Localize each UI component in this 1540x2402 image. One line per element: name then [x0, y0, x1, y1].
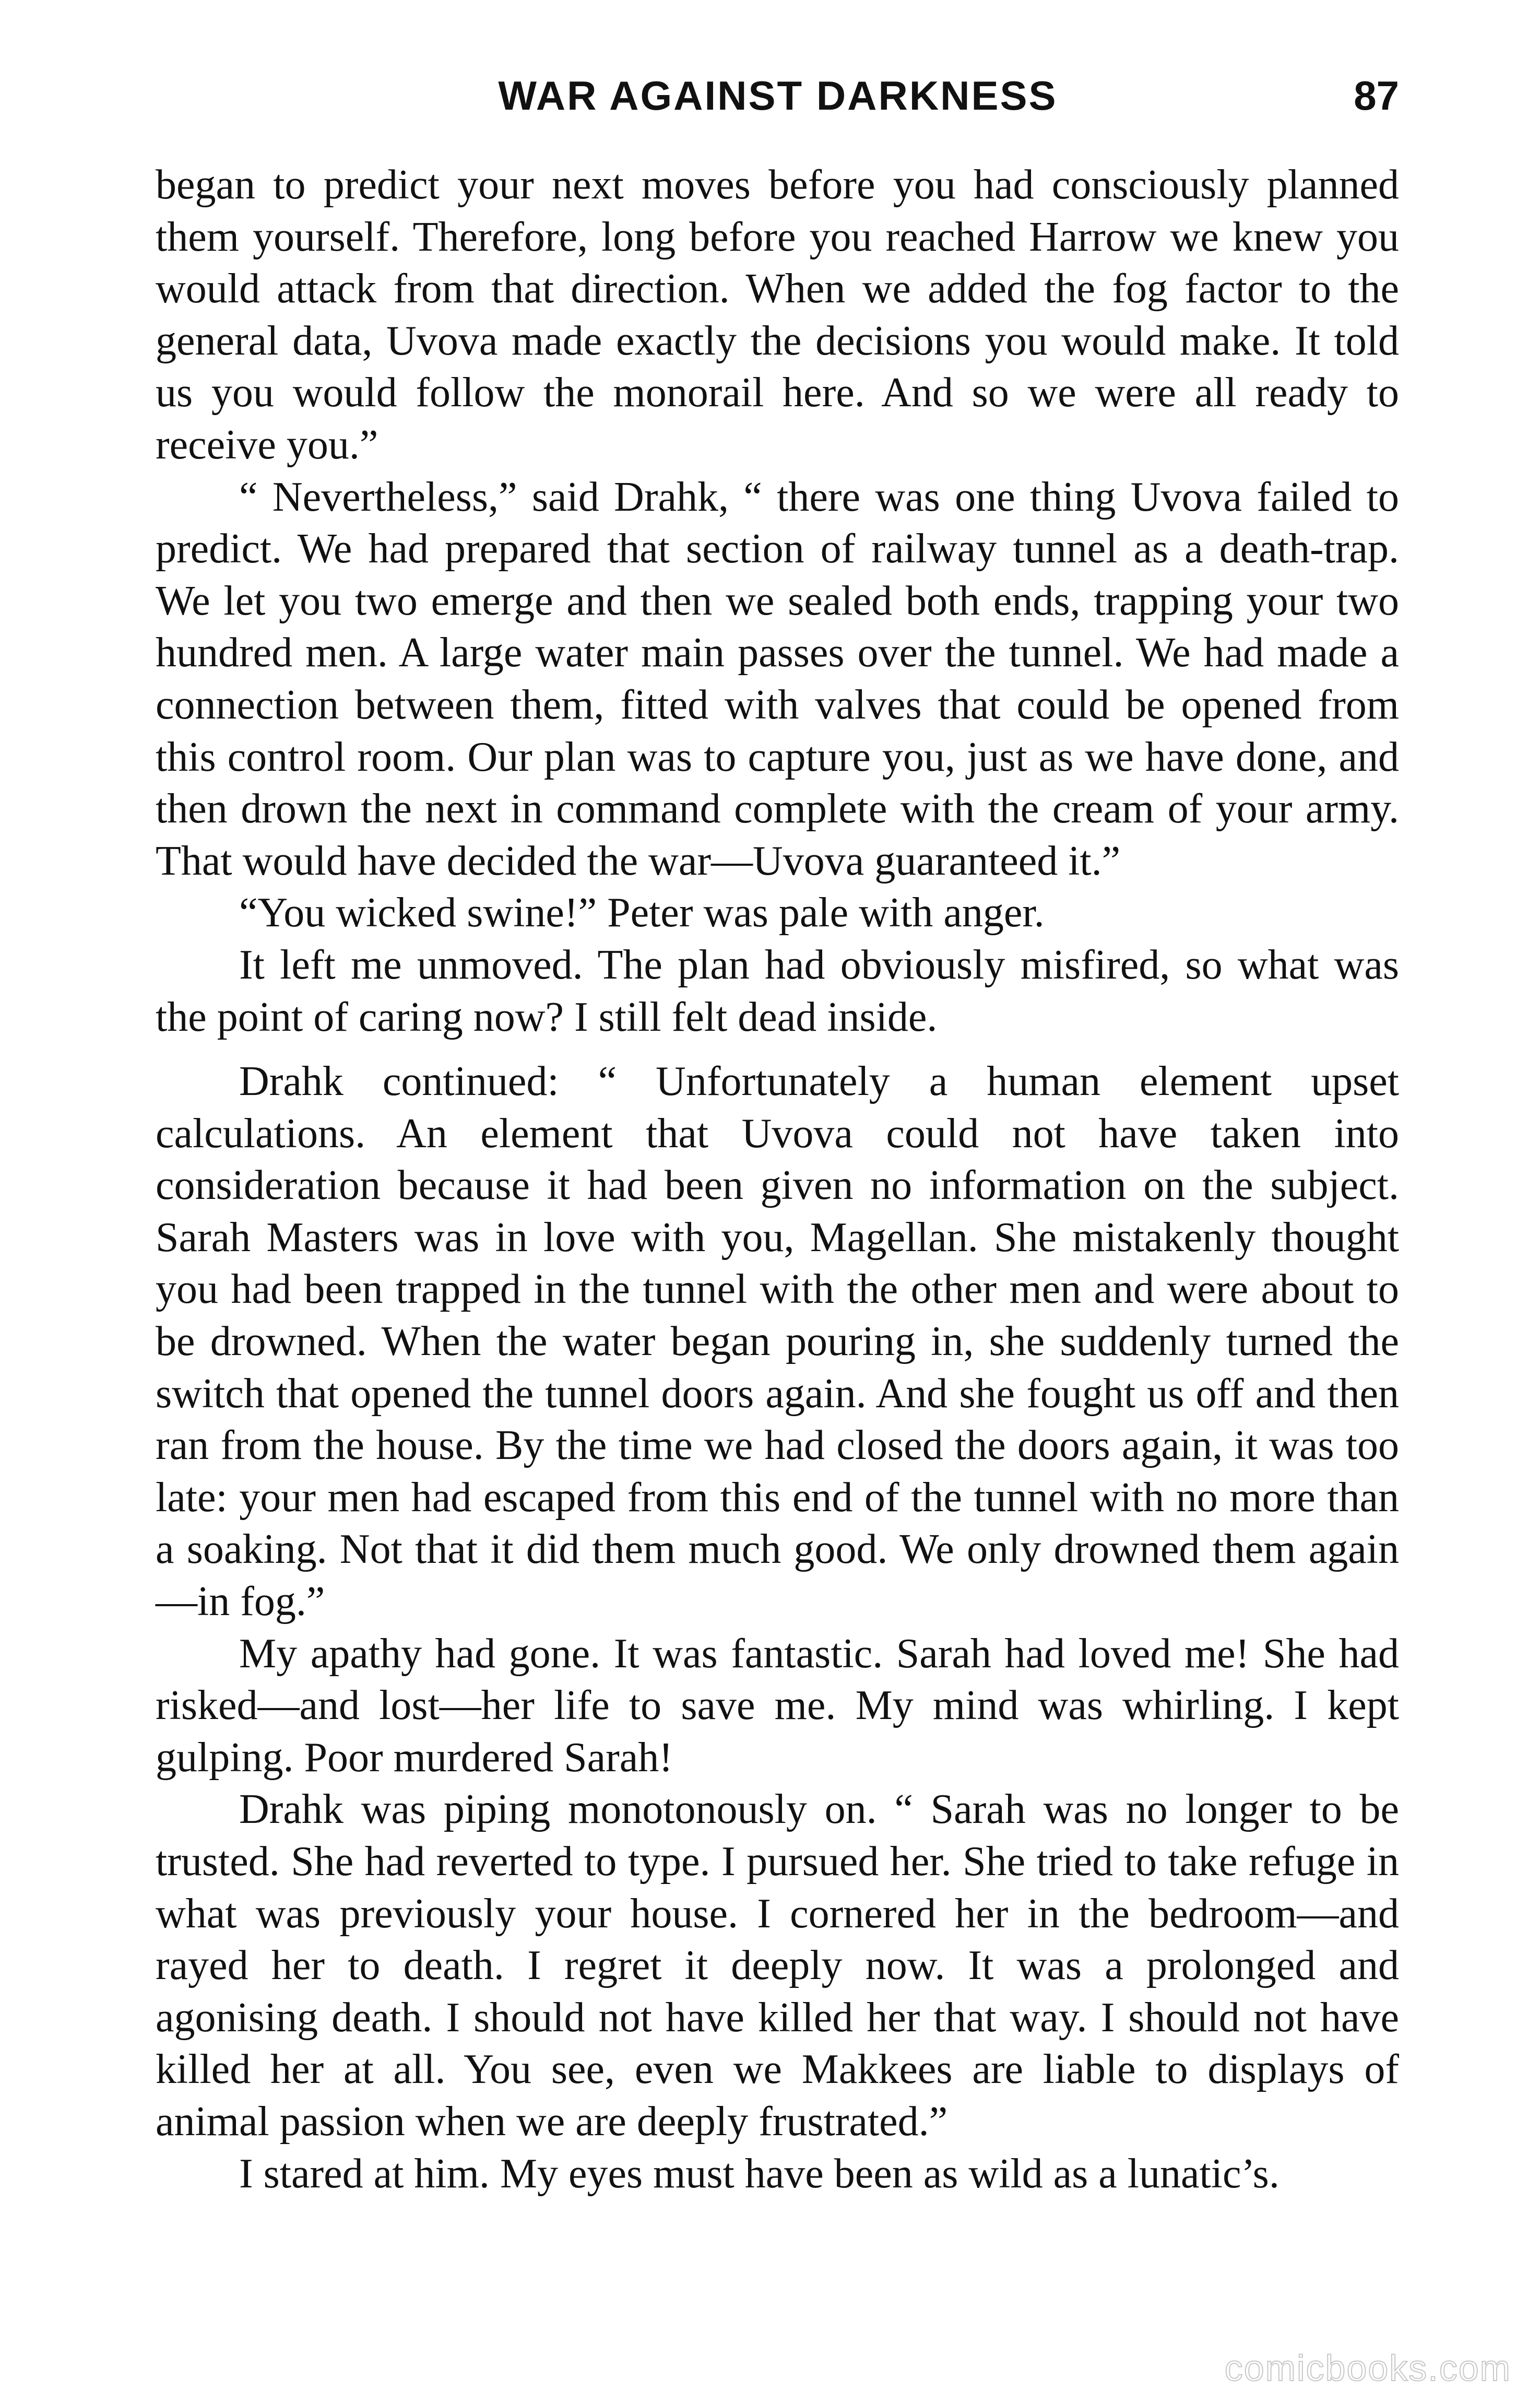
paragraph-drahk-continued: Drahk continued: “ Unfortunately a human element upset calculations. An element that Uvova could not have taken into consideration because it had been given no information on the subject. Sarah Masters was in love with you, Magellan. She mistakenly thought you had been trapped in the tunnel with the other men and were about to be drowned. When the water began pouring in, she suddenly turned the switch that opened the tunnel doors again. And she fought us off and then ran from the house. By the time we had closed the doors again, it was too late: your men had escaped from this end of the tunnel with no more than a soaking. Not that it did them much good. We only drowned them again—in fog.” [156, 1058, 1399, 1625]
paragraph-stared: I stared at him. My eyes must have been as wild as a lunatic’s. [239, 2150, 1280, 2197]
running-title: WAR AGAINST DARKNESS [498, 73, 1058, 119]
page-number: 87 [1354, 73, 1399, 119]
paragraph-wicked-swine: “You wicked swine!” Peter was pale with anger. [239, 890, 1045, 936]
paragraph-apathy: My apathy had gone. It was fantastic. Sarah had loved me! She had risked—and lost—her life to save me. My mind was whirling. I kept gulping. Poor murdered Sarah! [156, 1630, 1399, 1781]
paragraph-drahk-piping: Drahk was piping monotonously on. “ Sarah was no longer to be trusted. She had reverted to type. I pursued her. She tried to take refuge in what was previously your house. I cornered her in the bedroom—and rayed her to death. I regret it deeply now. It was a prolonged and agonising death. I should not have killed her that way. I should not have killed her at all. You see, even we Makkees are liable to displays of animal passion when we are deeply frustrated.” [156, 1786, 1399, 2145]
running-head [157, 67, 1399, 124]
paragraph-nevertheless: “ Nevertheless,” said Drahk, “ there was one thing Uvova failed to predict. We had prepared that section of railway tunnel as a death-trap. We let you two emerge and then we sealed both ends, trapping your two hundred men. A large water main passes over the tunnel. We had made a connection between them, fitted with valves that could be opened from this control room. Our plan was to capture you, just as we have done, and then drown the next in command complete with the cream of your army. That would have decided the war—Uvova guaranteed it.” [156, 474, 1399, 884]
watermark: comicbooks.com [1224, 2348, 1511, 2388]
paragraph-unmoved: It left me unmoved. The plan had obviously misfired, so what was the point of caring now? I still felt dead inside. [156, 941, 1399, 1040]
body-text [156, 159, 1399, 2200]
paragraph-continued: began to predict your next moves before you had consciously planned them yourself. Therefore, long before you reached Harrow we knew you would attack from that direction. When we added the fog factor to the general data, Uvova made exactly the decisions you would make. It told us you would follow the monorail here. And so we were all ready to receive you.” [156, 162, 1399, 468]
